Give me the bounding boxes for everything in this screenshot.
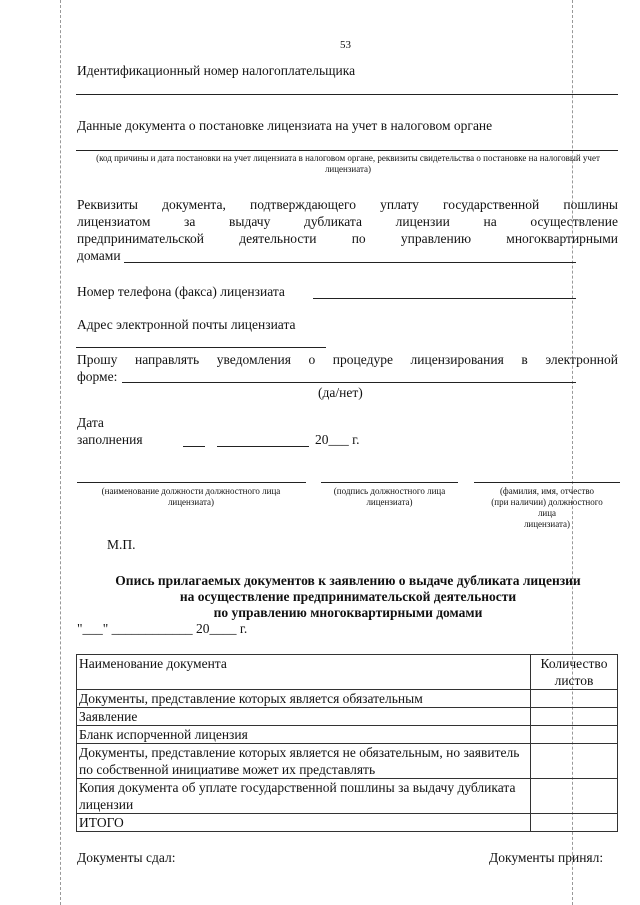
table-row [77, 726, 618, 744]
email-label: Адрес электронной почты лицензиата [77, 317, 296, 332]
inventory-title-line2: на осуществление предпринимательской деятельности [179, 589, 517, 604]
header-sheet-count-line1: Количество [540, 656, 608, 671]
left-margin-guide [60, 0, 61, 905]
row-optional-docs: Документы, представление которых является не обязательным, но заявитель по собственной инициативе может их представлять [77, 744, 531, 779]
stamp-mark: М.П. [107, 537, 136, 552]
electronic-field-line[interactable] [122, 382, 576, 383]
date-label-line2: заполнения [77, 432, 143, 447]
date-label-line1: Дата [77, 415, 104, 430]
row-required-docs: Документы, представление которых является обязательным [77, 690, 531, 708]
name-hint-line2: (при наличии) должностного [491, 497, 603, 507]
signature-hint: (подпись должностного лица лицензиата) [333, 486, 446, 507]
name-signature-line[interactable] [474, 482, 620, 483]
row-count-cell[interactable] [531, 690, 618, 708]
header-sheet-count-line2: листов [554, 673, 594, 688]
name-hint-line4: лицензиата) [523, 519, 571, 529]
row-count-cell[interactable] [531, 708, 618, 726]
table-row [77, 814, 618, 832]
received-label: Документы принял: [489, 850, 604, 865]
page-number: 53 [340, 39, 351, 51]
email-field-line[interactable] [76, 347, 326, 348]
row-count-cell[interactable] [531, 779, 618, 814]
table-row [77, 708, 618, 726]
table-row [77, 690, 618, 708]
name-hint-line1: (фамилия, имя, отчество [499, 486, 595, 496]
row-count-cell[interactable] [531, 726, 618, 744]
payment-field-line[interactable] [124, 262, 576, 263]
tax-reg-field-line[interactable] [76, 150, 618, 151]
inn-label: Идентификационный номер налогоплательщика [77, 63, 356, 78]
row-count-cell[interactable] [531, 744, 618, 779]
tax-reg-label: Данные документа о постановке лицензиата на учет в налоговом органе [77, 118, 493, 133]
inventory-title-line1: Опись прилагаемых документов к заявлению о выдаче дубликата лицензии [115, 573, 581, 588]
table-row [77, 779, 618, 814]
row-fee-copy: Копия документа об уплате государственной пошлины за выдачу дубликата лицензии [77, 779, 531, 814]
row-count-cell[interactable] [531, 814, 618, 832]
header-document-name: Наименование документа [77, 655, 531, 690]
tax-reg-hint: (код причины и дата постановки на учет лицензиата в налоговом органе, реквизиты свидетельства о постановке на налоговый учет лицензиата) [96, 153, 600, 174]
position-signature-line[interactable] [77, 482, 306, 483]
phone-field-line[interactable] [313, 298, 576, 299]
name-hint-line3: лица [537, 508, 557, 518]
submitted-label: Документы сдал: [77, 850, 176, 865]
date-day-line[interactable] [183, 446, 205, 447]
row-total: ИТОГО [77, 814, 531, 832]
inventory-date-line: "___" ____________ 20____ г. [77, 621, 248, 636]
electronic-hint: (да/нет) [318, 385, 363, 400]
electronic-label-line2: форме: [77, 369, 118, 384]
phone-label: Номер телефона (факса) лицензиата [77, 284, 285, 299]
table-header-row [77, 655, 618, 690]
position-hint: (наименование должности должностного лица лицензиата) [101, 486, 281, 507]
signature-line[interactable] [321, 482, 458, 483]
payment-label-line1: Реквизиты документа, подтверждающего уплату государственной пошлины [77, 197, 618, 212]
payment-label-line3: предпринимательской деятельности по управлению многоквартирными [77, 231, 618, 246]
electronic-label-line1: Прошу направлять уведомления о процедуре лицензирования в электронной [77, 352, 618, 367]
table-row [77, 744, 618, 779]
date-month-line[interactable] [217, 446, 309, 447]
payment-label-line4: домами [77, 248, 121, 263]
inn-field-line[interactable] [76, 94, 618, 95]
header-sheet-count [531, 655, 618, 690]
row-application: Заявление [77, 708, 531, 726]
row-spoiled-license: Бланк испорченной лицензия [77, 726, 531, 744]
payment-label-line2: лицензиатом за выдачу дубликата лицензии на осуществление [77, 214, 618, 229]
inventory-title-line3: по управлению многоквартирными домами [213, 605, 483, 620]
inventory-table [76, 654, 618, 832]
date-year: 20___ г. [315, 432, 360, 447]
